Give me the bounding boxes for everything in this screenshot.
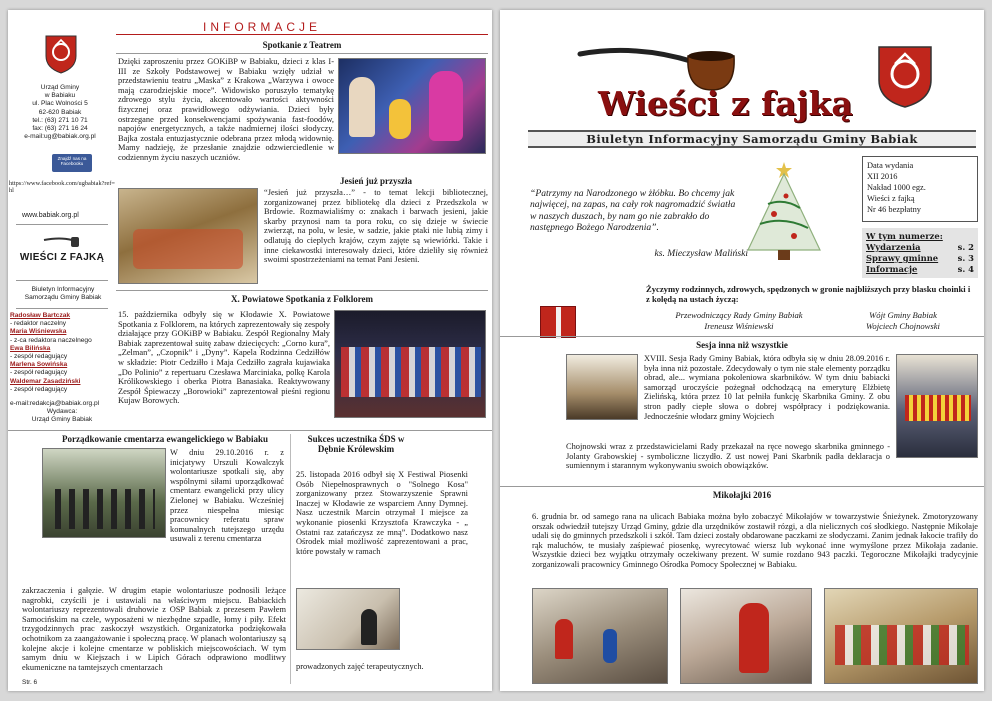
signature-mayor [838,310,968,331]
article-title: Jesień już przyszła [340,176,412,186]
logo [18,234,106,274]
article-rule [8,430,492,431]
article-text: XVIII. Sesja Rady Gminy Babiak, która odbyła się w dniu 28.09.2016 r. była inna niż pozostałe. Zdecydowały o tym nie stałe elementy porządku obrad, ale... wymiana pokoleniowa skarbników. W tym dniu babiacki samorząd uroczyście pożegnał odchodzącą na emeryturę Elżbietę Zielińską, która przez 10 lat pełniła funkcję Skarbnika Gminy. Z obu stron padły ciepłe słowa o dobrej współpracy i podziękowania. Jednocześnie włodarz gminy Wojciech [644,354,890,421]
facebook-badge[interactable]: Znajdź nas na Facebooku [52,154,92,172]
toc-item[interactable] [866,264,974,275]
office-line: w Babiaku [44,92,76,100]
toc-page: s. 2 [957,242,974,252]
gift-box [540,306,576,338]
article-text: 15. października odbyły się w Kłodawie X. Powiatowe Spotkania z Folklorem, na których zaprezentowały się zespoły działające przy GOKiBP w Babiaku. Zespół Regionalny Mały Babiak zaprezentował suitę zabaw dziecięcych: „Corno kura”, „Zelman”, „Czopnik” i „Dyny”. Kapela Rodzinna Cedziłłów w składzie: Piotr Cedziłło i Maja Cedziłło zagrała kujawiaka „Do Polinio” z repertuaru Czesława Marciniaka, polkę Karola Królikowskiego i oberka Piotra Banasiaka. Reaktywowany Zespół Śpiewaczy „Borowioki” zaprezentował pieśni regionu Kujaw Borowych. [118,310,330,406]
photo-santa-2 [680,588,812,684]
sidebar [8,24,114,684]
article-title: Sesja inna niż wszystkie [696,340,788,350]
signature-line: Ireneusz Wiśniewski [704,320,774,331]
article-title: Spotkanie z Teatrem [262,40,342,50]
editor-role: - z-ca redaktora naczelnego [10,336,92,344]
publisher-name: Urząd Gminy Babiak [31,416,93,424]
toc-label: Wydarzenia [866,242,921,252]
issue-line: Wieści z fajką [867,194,915,203]
photo-autumn-lesson [118,188,258,284]
coat-of-arms-icon [876,44,934,110]
editor-role: - zespół redagujący [10,369,68,377]
photo-session-abacus [896,354,978,458]
article-text: 6. grudnia br. od samego rana na ulicach Babiaka można było zobaczyć Mikołajów w towarzystwie Śnieżynek. Zmotoryzowany orszak odwiedził tutejszy Urząd Gminy, gdzie dla urzędników zostawił rózgi, a dla nielicznych coś słodkiego. Następnie Mikołaje udali się do gminnych przedszkoli i szkół. Tam dzieci zostały obdarowane paczkami ze słodyczami. Zanim jednak łakocie trafiły do rąk maluchów, te musiały zaśpiewać piosenkę, wyrecytować wiersz lub wykonać inne wymyślone przez Mikołaja zadanie. Wszystkie dzieci bez wyjątku otrzymały oczekiwany prezent. W sumie rozdano 943 paczki. Tegoroczne Mikołajki tradycyjnie zorganizowali pracownicy Gminnego Ośrodka Pomocy Społecznej w Babiaku. [532,512,978,569]
article-title: Sukces uczestnika ŚDS w Dębnie Królewskim [307,434,405,454]
editor-role: - zespół redagujący [10,385,68,393]
table-of-contents [862,228,978,278]
column-rule [290,434,291,684]
website-link[interactable]: www.babiak.org.pl [22,212,79,219]
facebook-url[interactable]: https://www.facebook.com/ugbabiak?ref=hl [9,180,115,195]
office-line[interactable]: e-mail:ug@babiak.org.pl [24,133,96,141]
right-page [500,10,984,691]
editors-list [10,312,114,425]
editor-name: Maria Wiśniewska [10,328,67,336]
toc-page: s. 3 [957,253,974,263]
photo-festival [296,588,400,650]
article-title: Mikołajki 2016 [712,490,772,500]
editor-name: Marlena Sowińska [10,361,68,369]
article-text: W dniu 29.10.2016 r. z inicjatywy Urszuli Kowalczyk wolontariusze spotkali się, aby wspólnymi siłami uporządkować cmentarz ewangelicki przy ulicy Zielonej w Babiaku. Wcześniej przez niespełna miesiąc pracownicy referatu spraw komunalnych tutejszego urzędu usuwali z terenu cmentarza [170,448,284,544]
page-number: Str. 6 [22,679,38,686]
article-text: Chojnowski wraz z przedstawicielami Rady przekazał na ręce nowego skarbnika gminnego - Jolanty Grabowskiej - symboliczne liczydło. Z ust nowej Pani Skarbnik padła deklaracja o sumiennym i starannym wykonywaniu swoich obowiązków. [566,442,890,471]
article-text: Dzięki zaproszeniu przez GOKiBP w Babiaku, dzieci z klas I-III ze Szkoły Podstawowej w Babiaku wzięły udział w przedstawieniu teatru „Maska” z Krakowa „Warzywa i owoce mają czarodziejskie moce”. Widowisko poruszyło tematykę zdrowego stylu życia, akcentowało wartości aktywności fizycznej oraz prawidłowego odżywiania. Dzieci były ostrzegane przed konsekwencjami spożywania fast-foodów, napojów energetycznych, a także nadmiernej ilości słodyczy. Bajka została entuzjastycznie odebrana przez młodą widownię. Mamy nadzieję, że przesłanie znajdzie odzwierciedlenie w codziennym życiu naszych uczniów. [118,57,334,162]
editor-name: Ewa Bilińska [10,344,51,352]
christmas-wishes: Życzymy rodzinnych, zdrowych, spędzonych w gronie najbliższych przy blasku choinki i z kolędą na ustach życzą: [646,284,971,304]
article-rule [500,486,984,487]
office-line: Urząd Gminy [40,84,80,91]
masthead-title: Wieści z fajką [598,84,853,123]
photo-santa-1 [532,588,668,684]
masthead-subtitle: Biuletyn Informacyjny Samorządu Gminy Babiak [586,132,918,146]
article-rule [116,290,488,291]
issue-line: Nr 46 bezpłatny [867,205,921,214]
issue-line: Data wydania [867,161,914,170]
signature-line: Przewodniczący Rady Gminy Babiak [675,310,803,320]
office-address [8,84,112,141]
toc-item[interactable] [866,253,974,264]
signature-council [664,310,814,331]
office-line: fax: (63) 271 16 24 [32,125,88,133]
publisher-label: Wydawca: [46,408,78,416]
christmas-quote: “Patrzymy na Narodzonego w żłóbku. Bo chcemy jak najwięcej, na zapas, na cały rok nagromadzić światła w naszych duszach, by nam go nie zabrakło do następnego Bożego Narodzenia”. [530,188,736,234]
article-text: prowadzonych zajęć terapeutycznych. [296,662,424,671]
sidebar-divider [16,280,108,281]
pipe-icon [42,234,82,248]
office-line: ul. Plac Wolności 5 [32,100,88,108]
signature-line: Wójt Gminy Babiak [869,310,937,320]
photo-cemetery [42,448,166,538]
article-title: X. Powiatowe Spotkania z Folklorem [230,294,374,304]
editor-name: Radosław Bartczak [10,312,71,319]
editor-name: Waldemar Zasadziński [10,377,81,385]
article-title: Porządkowanie cmentarza ewangelickiego w Babiaku [62,434,268,444]
editorial-email[interactable]: e-mail:redakcja@babiak.org.pl [10,400,100,408]
left-page [8,10,492,691]
toc-label: Informacje [866,264,918,274]
editor-role: - redaktor naczelny [10,320,67,328]
photo-theatre [338,58,486,154]
section-title-rule [116,34,488,35]
editor-role: - zespół redagujący [10,353,68,361]
coat-of-arms-icon [44,34,78,74]
bulletin-name: Biuletyn Informacyjny Samorządu Gminy Babiak [24,286,102,302]
sidebar-divider [16,308,108,309]
office-line: 62-620 Babiak [38,108,82,116]
article-rule [116,53,488,54]
christmas-tree-icon [724,154,844,274]
photo-session-farewell [566,354,638,420]
photo-folklore [334,310,486,418]
issue-line: Nakład 1000 egz. [867,183,926,192]
photo-santa-3 [824,588,978,684]
issue-line: XII 2016 [867,172,898,181]
article-text: 25. listopada 2016 odbył się X Festiwal Piosenki Osób Niepełnosprawnych o "Solnego Kosa" zorganizowany przez Stowarzyszenie Sprawni Inaczej w Kłodawie ze wsparciem Anny Dymnej. Nasz uczestnik Marcin otrzymał I miejsce za wykonanie piosenki Krzysztofa Krawczyka - „ Ostatni raz zatańczysz ze mną”. Dodatkowo nasz Ośrodek miał możliwość zaprezentowani a prac, które powstały w ramach [296,470,468,556]
section-title: INFORMACJE [203,20,321,34]
toc-page: s. 4 [957,264,974,274]
toc-item[interactable] [866,242,974,253]
logo-text: WIEŚCI Z FAJKĄ [19,252,105,263]
article-text: “Jesień już przyszła…” - to temat lekcji bibliotecznej, zorganizowanej przez bibliotekę dla dzieci z Przedszkola w Brdowie. Rozmawialiśmy o: znakach i barwach jesieni, jakie skarby przynosi nam ta pora roku, co się dzieje w świecie zwierząt, na polu, w lesie, w sadzie, jakie ptaki nie lubią zimy i odlatują do cieplych krajów, czym zajęte są wiewiórki. Takie i inne ciekawostki interesowały dzieci, które dzieliły się również swoimi spostrzeżeniami na temat Pani Jesieni. [264,188,488,265]
issue-info-box [862,156,978,222]
article-text: zakrzaczenia i gałęzie. W drugim etapie wolontariusze podnosili leżące nagrobki, czyścili je i ustawiali na właściwym miejscu. Babiackich wolontariuszy reprezentowali druhowie z OSP Babiak z prezesem Pawłem Samocińskim na czele, wyposażeni w niezbędne szpadle, łomy i piły. Efekt trzygodzinnych prac zaskoczył wszystkich. Organizatorka podziękowała ochotnikom za zaangażowanie i społeczną pracę. W planach wolontariuszy są kolejne akcje i kolejne cmentarze w pobliskich miejscowościach. W tym samym dniu w Kiejszach i w Lipich Górach odprawiono modlitwy ekumeniczne na tamtejszych cmentarzach [22,586,286,672]
toc-label: Sprawy gminne [866,253,939,263]
office-line: tel.: (63) 271 10 71 [32,116,88,124]
sidebar-divider [16,224,108,225]
article-rule [500,336,984,337]
toc-title: W tym numerze: [866,231,943,241]
signature-line: Wojciech Chojnowski [866,320,940,331]
quote-author: ks. Mieczysław Maliński [654,248,748,259]
